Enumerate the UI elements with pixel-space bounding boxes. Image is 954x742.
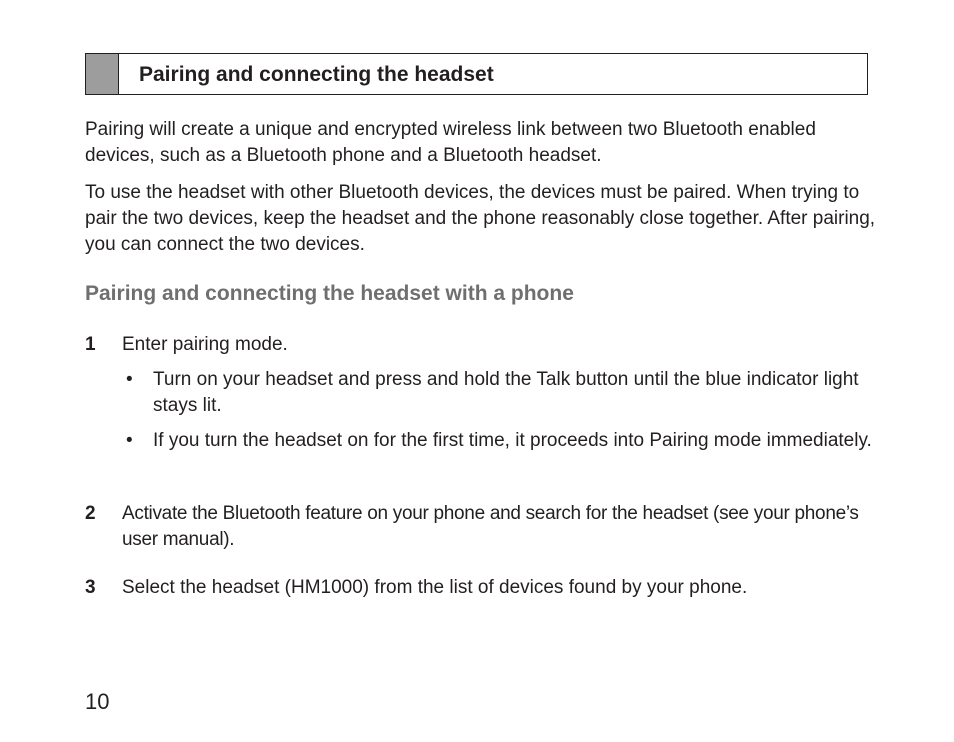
- step-1-text: Enter pairing mode.: [122, 334, 288, 355]
- step-3-text: Select the headset (HM1000) from the list of devices found by your phone.: [122, 577, 748, 598]
- section-title: Pairing and connecting the headset: [139, 63, 494, 86]
- step-1-bullet-2: If you turn the headset on for the first time, it proceeds into Pairing mode immediately.: [153, 430, 872, 451]
- intro-paragraph-1: Pairing will create a unique and encrypted wireless link between two Bluetooth enabled devices, such as a Bluetooth phone and a Bluetooth headset.: [85, 119, 816, 166]
- bullet-dot: •: [126, 369, 133, 390]
- page-number: 10: [85, 689, 110, 714]
- section-header-tab: [86, 54, 119, 94]
- step-3-number: 3: [85, 577, 96, 598]
- step-1-bullet-1: Turn on your headset and press and hold the Talk button until the blue indicator light stays lit.: [153, 369, 859, 416]
- step-1-number: 1: [85, 334, 96, 355]
- step-2-text: Activate the Bluetooth feature on your phone and search for the headset (see your phone’s user manual).: [122, 503, 859, 550]
- section-header: [85, 53, 868, 95]
- intro-paragraph-2: To use the headset with other Bluetooth devices, the devices must be paired. When trying to pair the two devices, keep the headset and the phone reasonably close together. After pairing, you can connect the two devices.: [85, 182, 876, 255]
- step-2-number: 2: [85, 503, 96, 524]
- subsection-title: Pairing and connecting the headset with a phone: [85, 282, 574, 305]
- bullet-dot: •: [126, 430, 133, 451]
